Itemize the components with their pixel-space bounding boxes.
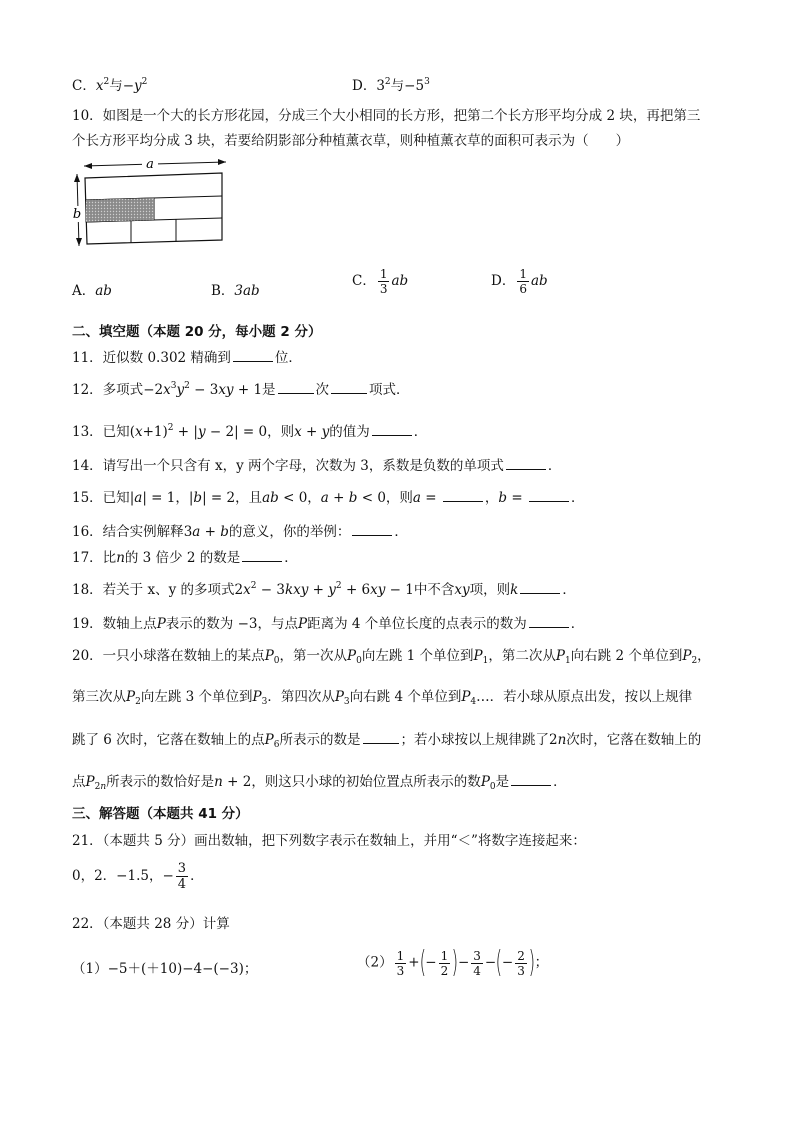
answer-blank[interactable]	[331, 381, 367, 394]
q20-line3: 跳了 6 次时，它落在数轴上的点$P_6$所表示的数是 ；若小球按以上规律跳了2n次时，它落在数轴上的	[72, 732, 702, 750]
q21-numbers: 0，2．−1.5，− $\frac{3}{4}$ ．	[72, 861, 204, 892]
answer-blank[interactable]	[242, 549, 282, 562]
answer-blank[interactable]	[520, 581, 560, 594]
answer-blank[interactable]	[511, 773, 551, 786]
q16: 16．结合实例解释3a + b的意义，你的举例： ．	[72, 524, 408, 540]
q11: 11．近似数 0.302 精确到 位．	[72, 350, 302, 366]
q20-line2: 第三次从$P_2$向左跳 3 个单位到$P_3$．第四次从$P_3$向右跳 4 个单位到$P_4\dots$．若小球从原点出发，按以上规律	[72, 689, 693, 707]
answer-blank[interactable]	[443, 489, 483, 502]
q10-line2: 个长方形平均分成 3 块，若要给阴影部分种植薰衣草，则种植薰衣草的面积可表示为（ ）	[72, 133, 630, 149]
q22-part1: （1）−5＋(＋10)−4−(−3)；	[72, 961, 258, 977]
answer-blank[interactable]	[233, 349, 273, 362]
q15: 15．已知|a| = 1，|b| = 2，且ab < 0，a + b < 0，则a = ，b = ．	[72, 490, 585, 506]
q10-option-c: C． $\frac{1}{3}$ ab	[352, 267, 409, 296]
q10-garden-figure	[70, 156, 240, 252]
answer-blank[interactable]	[278, 381, 314, 394]
q12: 12．多项式$-2x^3y^2 - 3xy + 1$是 次 项式．	[72, 381, 410, 398]
q19: 19．数轴上点P表示的数为 −3，与点P距离为 4 个单位长度的点表示的数为 ．	[72, 616, 585, 632]
answer-blank[interactable]	[529, 489, 569, 502]
q20-line4: 点$P_{2n}$所表示的数恰好是n + 2，则这只小球的初始位置点所表示的数$P_0$是 ．	[72, 774, 567, 792]
q10-option-a: A．ab	[72, 283, 112, 299]
q17: 17．比n的 3 倍少 2 的数是 ．	[72, 550, 298, 566]
q14: 14．请写出一个只含有 x，y 两个字母，次数为 3，系数是负数的单项式 ．	[72, 458, 562, 474]
answer-blank[interactable]	[506, 457, 546, 470]
q10-line1: 10．如图是一个大的长方形花园，分成三个大小相同的长方形，把第二个长方形平均分成 2 块，再把第三	[72, 108, 701, 124]
q13: 13．已知$(x+1)^2 + |y - 2| = 0$，则x + y的值为 ．	[72, 423, 428, 440]
answer-blank[interactable]	[529, 615, 569, 628]
q18: 18．若关于 x、y 的多项式$2x^2 - 3kxy + y^2 + 6xy - 1$中不含xy项，则k ．	[72, 581, 576, 598]
q10-option-d: D． $\frac{1}{6}$ ab	[491, 267, 548, 296]
figure-label-b: b	[72, 207, 82, 222]
q20-line1: 20．一只小球落在数轴上的某点$P_0$，第一次从$P_0$向左跳 1 个单位到$P_1$，第二次从$P_1$向右跳 2 个单位到$P_2$，	[72, 648, 711, 666]
answer-blank[interactable]	[372, 423, 412, 436]
figure-label-a: a	[146, 157, 154, 172]
q9-option-c: C．$x^2$与$-y^2$	[72, 77, 148, 94]
q10-option-b: B．3ab	[211, 283, 260, 299]
q22-part2: （2） $\frac{1}{3}$ +(− $\frac{1}{2}$ )− $\frac{3}{4}$ −(− $\frac{2}{3}$ )；	[357, 945, 549, 980]
section2-title: 二、填空题（本题 20 分，每小题 2 分）	[72, 324, 322, 340]
q21-line1: 21．（本题共 5 分）画出数轴，把下列数字表示在数轴上，并用“＜”将数字连接起来：	[72, 833, 586, 849]
q9-option-d: D．$3^2$与$-5^3$	[352, 77, 430, 94]
section3-title: 三、解答题（本题共 41 分）	[72, 806, 249, 822]
q22-title: 22．（本题共 28 分）计算	[72, 916, 230, 932]
answer-blank[interactable]	[363, 731, 399, 744]
answer-blank[interactable]	[352, 523, 392, 536]
